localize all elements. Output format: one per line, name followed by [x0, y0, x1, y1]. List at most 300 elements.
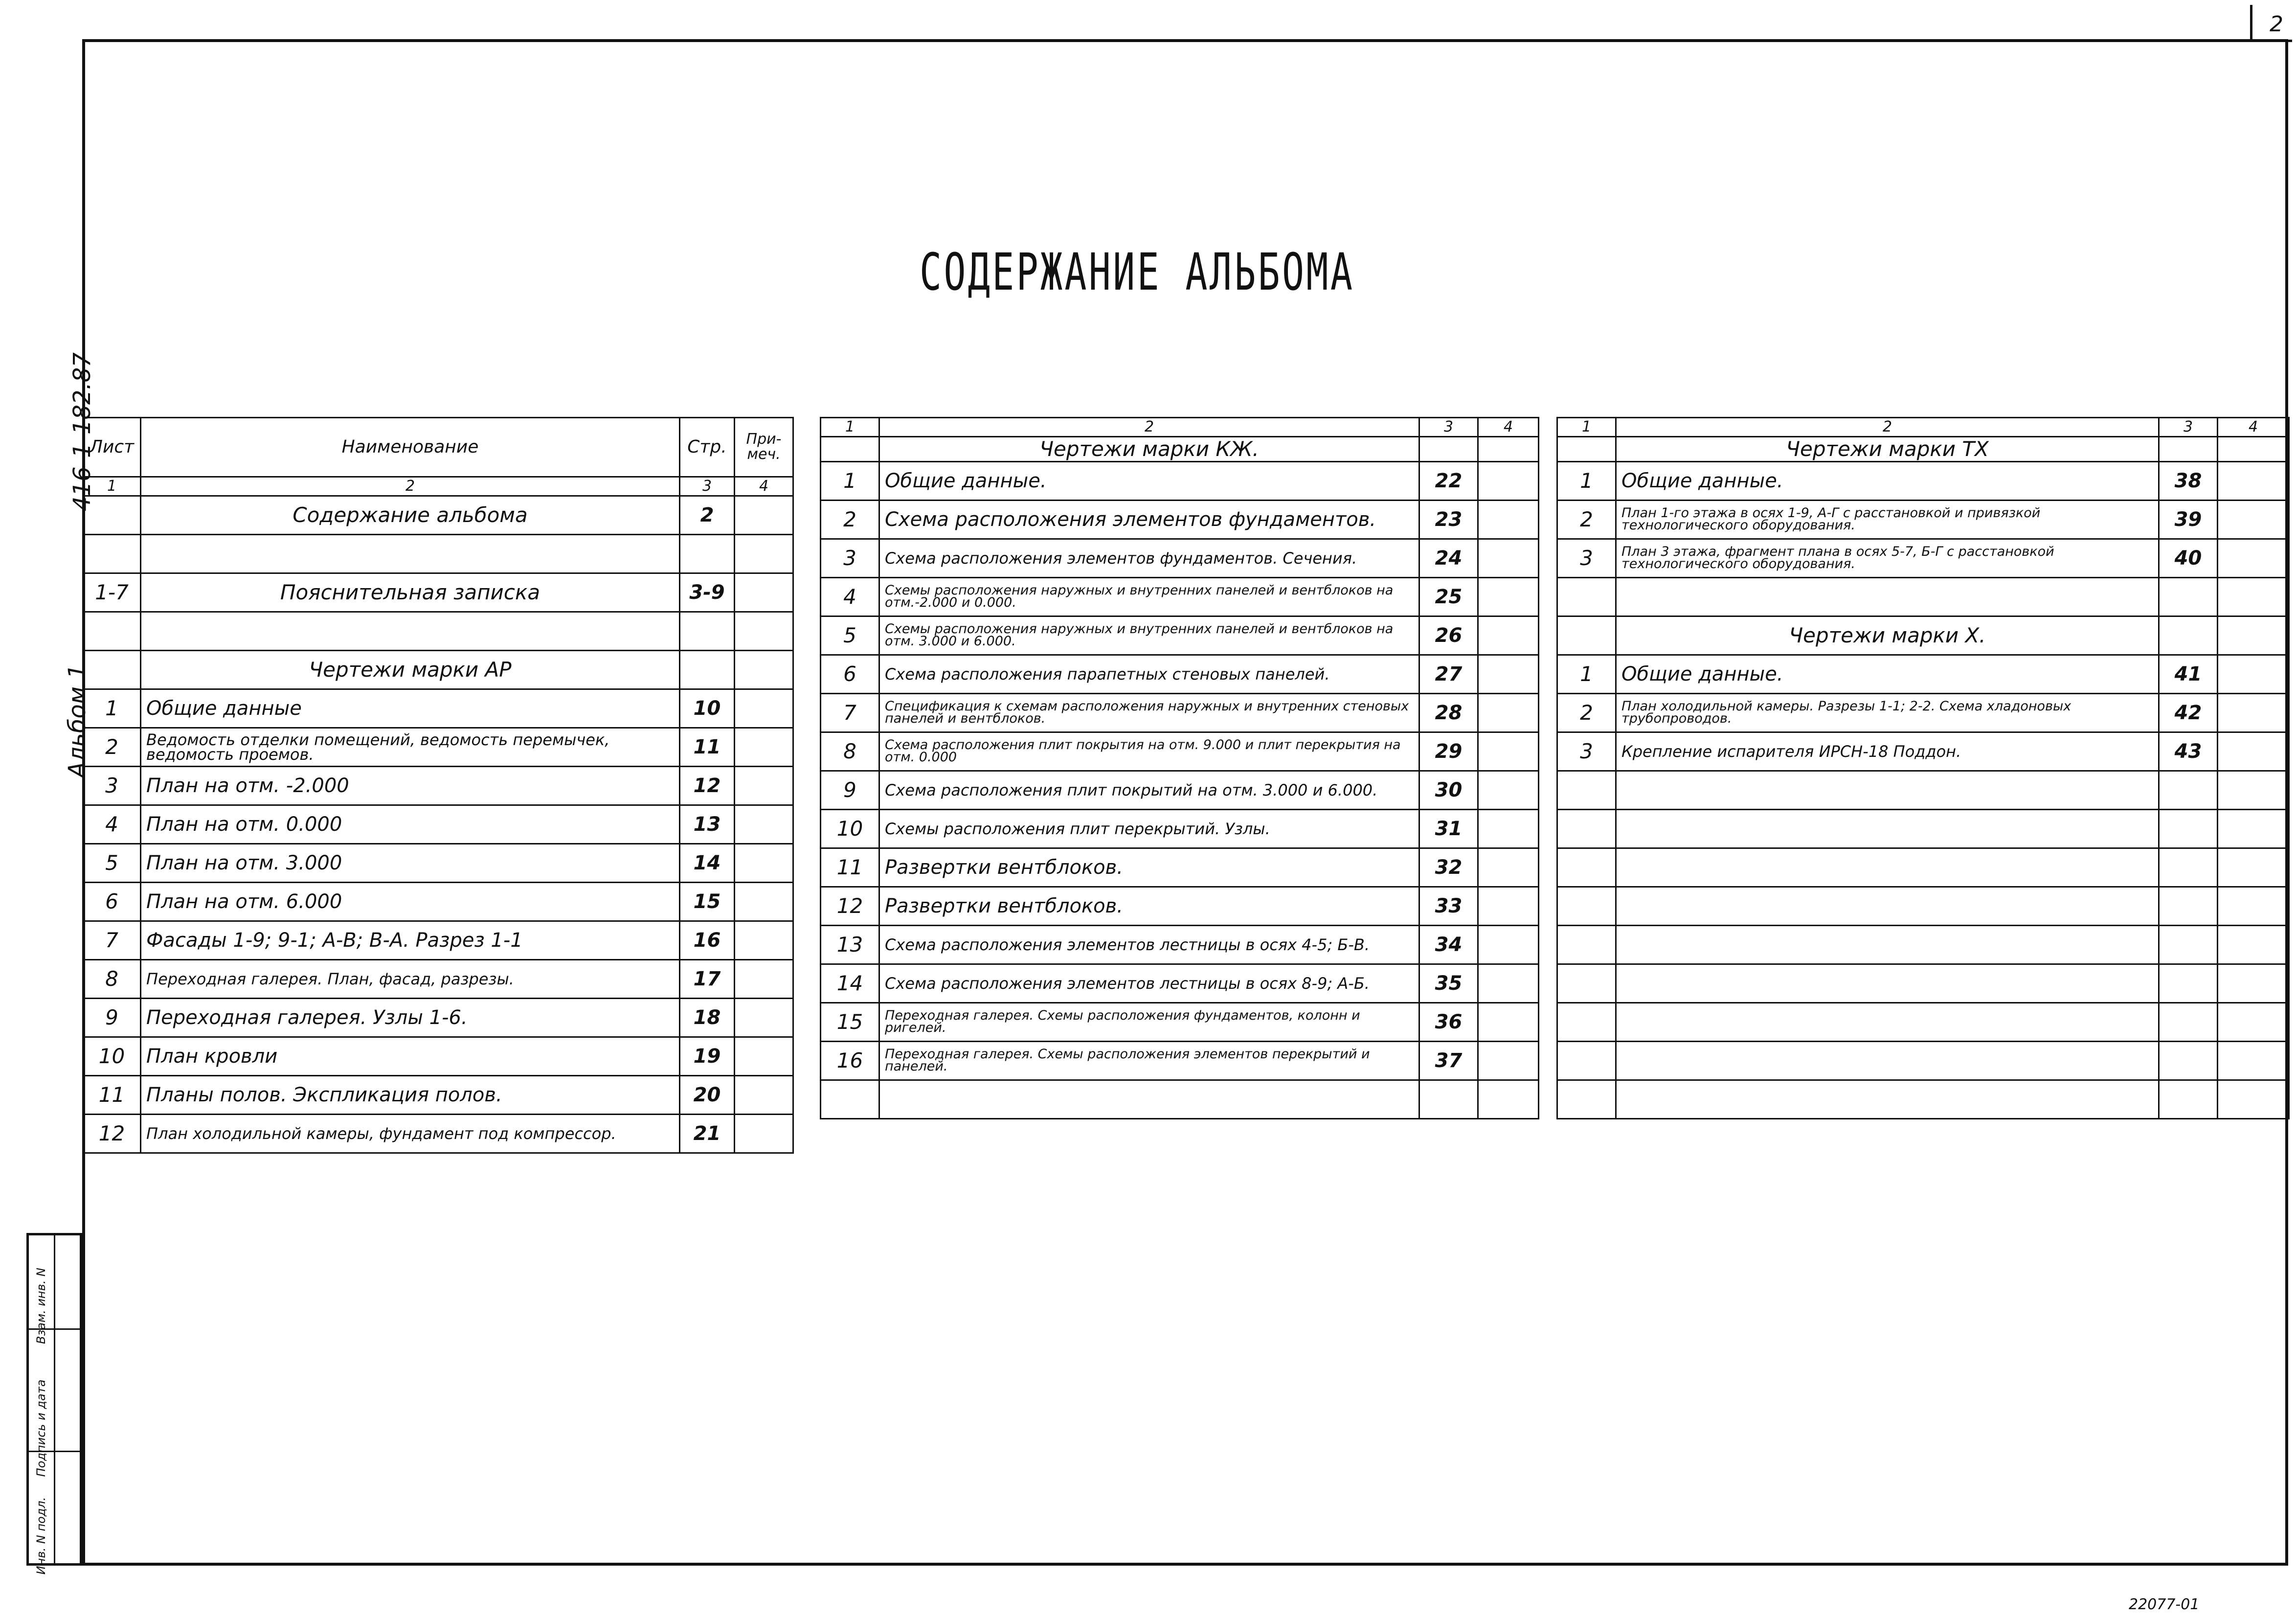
column-number: 4: [2218, 418, 2289, 437]
table-row: [821, 1080, 1539, 1119]
sheet-number-cell: [1557, 1080, 1616, 1119]
table-row: [1557, 462, 2289, 501]
note-cell: [1478, 655, 1539, 694]
sheet-number-cell: 15: [821, 1003, 879, 1042]
table-row: [1557, 848, 2289, 887]
note-cell: [735, 1115, 793, 1153]
page-cell: [2159, 1003, 2218, 1042]
stamp-values-column: [55, 1235, 80, 1563]
column-number-row: [83, 477, 793, 496]
note-cell: [1478, 462, 1539, 501]
contents-table-2: [820, 417, 1539, 1119]
note-cell: [735, 805, 793, 844]
table-row: [821, 810, 1539, 848]
table-row: [821, 848, 1539, 887]
footer-code: 22077-01: [2129, 1596, 2200, 1613]
table-row: [821, 539, 1539, 578]
note-cell: [1478, 771, 1539, 810]
column-number: 4: [735, 477, 793, 496]
page-cell: [2159, 616, 2218, 655]
title-cell: [1616, 848, 2159, 887]
page-cell: [2159, 848, 2218, 887]
table-row: [1557, 616, 2289, 655]
column-number: 4: [1478, 418, 1539, 437]
table-row: [821, 501, 1539, 539]
note-cell: [735, 999, 793, 1037]
title-cell: Схемы расположения наружных и внутренних панелей и вентблоков на отм.-2.000 и 0.000.: [879, 578, 1419, 616]
sheet-number-cell: 1-7: [83, 573, 141, 612]
title-cell: Спецификация к схемам расположения наружных и внутренних стеновых панелей и вентблоков.: [879, 694, 1419, 732]
column-header: Лист: [83, 418, 141, 477]
page-cell: [680, 651, 735, 689]
table-row: [83, 999, 793, 1037]
page-cell: 19: [680, 1037, 735, 1076]
title-cell: Развертки вентблоков.: [879, 887, 1419, 926]
title-cell: Схема расположения элементов фундаментов.: [879, 501, 1419, 539]
title-cell: Схемы расположения плит перекрытий. Узлы.: [879, 810, 1419, 848]
page-cell: 12: [680, 767, 735, 805]
empty-cell: [2159, 437, 2218, 462]
note-cell: [1478, 1042, 1539, 1080]
title-cell: [1616, 578, 2159, 616]
table-row: [821, 578, 1539, 616]
table-row: [1557, 887, 2289, 926]
title-cell: [141, 535, 680, 573]
page-cell: [2159, 887, 2218, 926]
sheet-number-cell: 9: [821, 771, 879, 810]
table-row: [1557, 539, 2289, 578]
note-cell: [2218, 732, 2289, 771]
sheet-number-cell: 10: [821, 810, 879, 848]
table-row: [821, 926, 1539, 964]
note-cell: [2218, 926, 2289, 964]
title-cell: План холодильной камеры. Разрезы 1-1; 2-2. Схема хладоновых трубопроводов.: [1616, 694, 2159, 732]
table-row: [821, 1003, 1539, 1042]
title-cell: [141, 612, 680, 651]
column-number: 3: [2159, 418, 2218, 437]
table-row: [83, 883, 793, 921]
page-cell: [2159, 1080, 2218, 1119]
sheet-number-cell: 11: [83, 1076, 141, 1115]
sheet-number-cell: [83, 535, 141, 573]
sheet-number-cell: 2: [1557, 501, 1616, 539]
table-row: [1557, 1080, 2289, 1119]
column-number-row: [821, 418, 1539, 437]
table-row: [83, 1115, 793, 1153]
sheet-number-cell: 10: [83, 1037, 141, 1076]
page-cell: 33: [1419, 887, 1478, 926]
note-cell: [735, 728, 793, 767]
sheet-number-cell: 11: [821, 848, 879, 887]
title-cell: Схема расположения плит покрытия на отм. 9.000 и плит перекрытия на отм. 0.000: [879, 732, 1419, 771]
sheet-number-cell: 1: [1557, 655, 1616, 694]
page-cell: [2159, 964, 2218, 1003]
column-number: 2: [141, 477, 680, 496]
column-number: 2: [1616, 418, 2159, 437]
note-cell: [2218, 810, 2289, 848]
page-cell: [2159, 771, 2218, 810]
title-cell: Общие данные: [141, 689, 680, 728]
sheet-number-cell: 12: [83, 1115, 141, 1153]
table-row: [83, 1037, 793, 1076]
sheet-number-cell: [1557, 887, 1616, 926]
sheet-number-cell: 12: [821, 887, 879, 926]
page-cell: 36: [1419, 1003, 1478, 1042]
table-row: [83, 535, 793, 573]
title-cell: Общие данные.: [879, 462, 1419, 501]
page-cell: 43: [2159, 732, 2218, 771]
table-row: [83, 844, 793, 883]
table-row: [821, 771, 1539, 810]
page-cell: 3-9: [680, 573, 735, 612]
note-cell: [735, 1037, 793, 1076]
page-cell: [680, 612, 735, 651]
contents-table-1: [82, 417, 794, 1154]
section-heading: Чертежи марки ТХ: [1616, 437, 2159, 462]
table-row: [83, 1076, 793, 1115]
note-cell: [1478, 810, 1539, 848]
note-cell: [2218, 964, 2289, 1003]
section-heading-row: [1557, 437, 2289, 462]
sheet-number-cell: 4: [821, 578, 879, 616]
note-cell: [2218, 462, 2289, 501]
table-row: [83, 728, 793, 767]
title-cell: [879, 1080, 1419, 1119]
page-cell: 13: [680, 805, 735, 844]
sheet-number-cell: 2: [821, 501, 879, 539]
title-cell: План на отм. 3.000: [141, 844, 680, 883]
sheet-number-cell: 8: [821, 732, 879, 771]
sheet-number-cell: 7: [821, 694, 879, 732]
sheet-number-cell: 5: [83, 844, 141, 883]
title-cell: Фасады 1-9; 9-1; А-В; В-А. Разрез 1-1: [141, 921, 680, 960]
table-row: [1557, 1003, 2289, 1042]
table-row: [83, 921, 793, 960]
page-cell: 11: [680, 728, 735, 767]
sheet-number-cell: 16: [821, 1042, 879, 1080]
sheet-number-cell: 9: [83, 999, 141, 1037]
sheet-number-cell: 8: [83, 960, 141, 999]
sheet-number-cell: 14: [821, 964, 879, 1003]
title-cell: [1616, 926, 2159, 964]
stamp-vzam-inv: Взам. инв. N: [34, 1268, 48, 1344]
note-cell: [2218, 1003, 2289, 1042]
page-cell: 39: [2159, 501, 2218, 539]
page-cell: 24: [1419, 539, 1478, 578]
title-cell: Переходная галерея. Схемы расположения элементов перекрытий и панелей.: [879, 1042, 1419, 1080]
table-row: [1557, 694, 2289, 732]
column-number: 3: [680, 477, 735, 496]
table-row: [821, 462, 1539, 501]
table-row: [83, 960, 793, 999]
page-cell: 35: [1419, 964, 1478, 1003]
note-cell: [2218, 578, 2289, 616]
sheet-number-cell: 3: [83, 767, 141, 805]
stamp-divider: [55, 1451, 80, 1452]
title-cell: Переходная галерея. План, фасад, разрезы.: [141, 960, 680, 999]
sheet-number-cell: [83, 651, 141, 689]
note-cell: [2218, 501, 2289, 539]
page-cell: 2: [680, 496, 735, 535]
page-cell: [2159, 1042, 2218, 1080]
page-cell: 31: [1419, 810, 1478, 848]
stamp-podpis-data: Подпись и дата: [34, 1379, 48, 1477]
page-cell: 15: [680, 883, 735, 921]
page-cell: 28: [1419, 694, 1478, 732]
page-cell: 23: [1419, 501, 1478, 539]
sheet-number-cell: [821, 1080, 879, 1119]
page-cell: 20: [680, 1076, 735, 1115]
page-number-box: [2250, 5, 2292, 42]
page-cell: 29: [1419, 732, 1478, 771]
empty-cell: [2218, 437, 2289, 462]
page-cell: 26: [1419, 616, 1478, 655]
note-cell: [735, 689, 793, 728]
title-cell: Схема расположения элементов лестницы в осях 8-9; А-Б.: [879, 964, 1419, 1003]
title-cell: [1616, 1042, 2159, 1080]
title-cell: Схема расположения парапетных стеновых панелей.: [879, 655, 1419, 694]
title-cell: Крепление испарителя ИРСН-18 Поддон.: [1616, 732, 2159, 771]
page-cell: 38: [2159, 462, 2218, 501]
note-cell: [735, 844, 793, 883]
section-heading: Чертежи марки КЖ.: [879, 437, 1419, 462]
page-cell: 30: [1419, 771, 1478, 810]
sheet-number-cell: 13: [821, 926, 879, 964]
column-number: 2: [879, 418, 1419, 437]
sheet-number-cell: 1: [821, 462, 879, 501]
side-document-code: 416-1-182.87: [68, 352, 96, 511]
note-cell: [2218, 771, 2289, 810]
table-row: [821, 964, 1539, 1003]
sheet-number-cell: [1557, 771, 1616, 810]
sheet-number-cell: 3: [821, 539, 879, 578]
table2-body: [821, 462, 1539, 1119]
page-cell: [1419, 1080, 1478, 1119]
note-cell: [2218, 1080, 2289, 1119]
title-cell: [1616, 810, 2159, 848]
title-cell: Схемы расположения наружных и внутренних панелей и вентблоков на отм. 3.000 и 6.000.: [879, 616, 1419, 655]
page-cell: 34: [1419, 926, 1478, 964]
title-cell: [1616, 1080, 2159, 1119]
sheet-number-cell: 7: [83, 921, 141, 960]
note-cell: [1478, 926, 1539, 964]
sheet-number-cell: [1557, 810, 1616, 848]
table-row: [83, 651, 793, 689]
sheet-number-cell: 6: [821, 655, 879, 694]
note-cell: [1478, 732, 1539, 771]
sheet-number-cell: [1557, 1042, 1616, 1080]
column-header: Наименование: [141, 418, 680, 477]
note-cell: [1478, 887, 1539, 926]
table-row: [1557, 732, 2289, 771]
note-cell: [1478, 848, 1539, 887]
title-cell: [1616, 1003, 2159, 1042]
note-cell: [735, 960, 793, 999]
empty-cell: [1557, 437, 1616, 462]
stamp-inv-podl: Инв. N подл.: [34, 1497, 48, 1575]
title-cell: План кровли: [141, 1037, 680, 1076]
empty-cell: [1478, 437, 1539, 462]
table-row: [821, 887, 1539, 926]
page-cell: 37: [1419, 1042, 1478, 1080]
table-row: [1557, 578, 2289, 616]
note-cell: [1478, 694, 1539, 732]
page-cell: 32: [1419, 848, 1478, 887]
title-cell: Пояснительная записка: [141, 573, 680, 612]
sheet-number-cell: [83, 496, 141, 535]
note-cell: [2218, 616, 2289, 655]
page-cell: 16: [680, 921, 735, 960]
sheet-number-cell: [1557, 616, 1616, 655]
page-cell: [680, 535, 735, 573]
table3-body: [1557, 462, 2289, 1119]
table-row: [1557, 655, 2289, 694]
page-cell: 42: [2159, 694, 2218, 732]
note-cell: [1478, 1080, 1539, 1119]
note-cell: [735, 1076, 793, 1115]
stamp-divider: [29, 1328, 54, 1330]
note-cell: [1478, 501, 1539, 539]
table-row: [83, 767, 793, 805]
title-cell: Схема расположения элементов фундаментов. Сечения.: [879, 539, 1419, 578]
sheet-number-cell: [1557, 578, 1616, 616]
page-cell: [2159, 926, 2218, 964]
sheet-number-cell: [1557, 964, 1616, 1003]
title-cell: План 1-го этажа в осях 1-9, А-Г с расстановкой и привязкой технологического оборудования.: [1616, 501, 2159, 539]
title-cell: Переходная галерея. Узлы 1-6.: [141, 999, 680, 1037]
sheet-number-cell: 4: [83, 805, 141, 844]
table-row: [83, 805, 793, 844]
note-cell: [735, 496, 793, 535]
column-number: 1: [821, 418, 879, 437]
note-cell: [1478, 1003, 1539, 1042]
title-cell: Общие данные.: [1616, 655, 2159, 694]
note-cell: [2218, 539, 2289, 578]
sheet-number-cell: 5: [821, 616, 879, 655]
page-cell: [2159, 578, 2218, 616]
note-cell: [2218, 655, 2289, 694]
title-cell: Чертежи марки Х.: [1616, 616, 2159, 655]
page-number: 2: [2270, 12, 2283, 37]
page-cell: [2159, 810, 2218, 848]
title-cell: План 3 этажа, фрагмент плана в осях 5-7, Б-Г с расстановкой технологического оборудования.: [1616, 539, 2159, 578]
note-cell: [1478, 578, 1539, 616]
column-header: Стр.: [680, 418, 735, 477]
table-row: [821, 694, 1539, 732]
sheet-number-cell: [1557, 926, 1616, 964]
title-cell: [1616, 964, 2159, 1003]
sheet-number-cell: 6: [83, 883, 141, 921]
page-cell: 22: [1419, 462, 1478, 501]
page-cell: 27: [1419, 655, 1478, 694]
note-cell: [735, 535, 793, 573]
note-cell: [735, 883, 793, 921]
table-row: [83, 573, 793, 612]
table-row: [1557, 810, 2289, 848]
page-cell: 41: [2159, 655, 2218, 694]
table-row: [1557, 1042, 2289, 1080]
approval-stamp: [26, 1233, 82, 1575]
note-cell: [1478, 964, 1539, 1003]
title-cell: План холодильной камеры, фундамент под компрессор.: [141, 1115, 680, 1153]
table1-body: [83, 496, 793, 1153]
title-cell: [1616, 887, 2159, 926]
sheet-number-cell: [1557, 1003, 1616, 1042]
table-row: [1557, 771, 2289, 810]
column-header: При-меч.: [735, 418, 793, 477]
title-cell: Общие данные.: [1616, 462, 2159, 501]
table-row: [83, 689, 793, 728]
sheet-number-cell: 2: [1557, 694, 1616, 732]
title-cell: Развертки вентблоков.: [879, 848, 1419, 887]
title-cell: План на отм. -2.000: [141, 767, 680, 805]
table-row: [1557, 926, 2289, 964]
stamp-labels-column: [29, 1235, 55, 1575]
table-row: [821, 616, 1539, 655]
page-cell: 17: [680, 960, 735, 999]
page-cell: 14: [680, 844, 735, 883]
sheet-number-cell: [83, 612, 141, 651]
title-cell: Содержание альбома: [141, 496, 680, 535]
table-row: [1557, 501, 2289, 539]
title-cell: План на отм. 6.000: [141, 883, 680, 921]
table-row: [821, 655, 1539, 694]
page-cell: 25: [1419, 578, 1478, 616]
note-cell: [2218, 1042, 2289, 1080]
stamp-divider: [55, 1328, 80, 1330]
note-cell: [2218, 887, 2289, 926]
empty-cell: [821, 437, 879, 462]
note-cell: [2218, 848, 2289, 887]
album-label: Альбом 1: [64, 664, 91, 778]
sheet-number-cell: [1557, 848, 1616, 887]
note-cell: [1478, 616, 1539, 655]
column-number-row: [1557, 418, 2289, 437]
note-cell: [735, 921, 793, 960]
page-cell: 10: [680, 689, 735, 728]
title-cell: Схема расположения плит покрытий на отм. 3.000 и 6.000.: [879, 771, 1419, 810]
sheet-number-cell: 1: [83, 689, 141, 728]
note-cell: [735, 612, 793, 651]
note-cell: [2218, 694, 2289, 732]
table-header-row: [83, 418, 793, 477]
sheet-number-cell: 3: [1557, 732, 1616, 771]
table-row: [83, 496, 793, 535]
table-row: [821, 732, 1539, 771]
page-cell: 40: [2159, 539, 2218, 578]
title-cell: Чертежи марки АР: [141, 651, 680, 689]
note-cell: [735, 651, 793, 689]
contents-table-3: [1556, 417, 2290, 1119]
page-cell: 18: [680, 999, 735, 1037]
note-cell: [735, 767, 793, 805]
note-cell: [735, 573, 793, 612]
sheet-number-cell: 2: [83, 728, 141, 767]
title-cell: План на отм. 0.000: [141, 805, 680, 844]
table-row: [821, 1042, 1539, 1080]
stamp-divider: [29, 1451, 54, 1452]
title-cell: Планы полов. Экспликация полов.: [141, 1076, 680, 1115]
page-cell: 21: [680, 1115, 735, 1153]
sheet-number-cell: 1: [1557, 462, 1616, 501]
table-row: [1557, 964, 2289, 1003]
page-title: СОДЕРЖАНИЕ АЛЬБОМА: [920, 242, 1355, 302]
title-cell: Схема расположения элементов лестницы в осях 4-5; Б-В.: [879, 926, 1419, 964]
empty-cell: [1419, 437, 1478, 462]
title-cell: Переходная галерея. Схемы расположения фундаментов, колонн и ригелей.: [879, 1003, 1419, 1042]
column-number: 1: [1557, 418, 1616, 437]
sheet-number-cell: 3: [1557, 539, 1616, 578]
